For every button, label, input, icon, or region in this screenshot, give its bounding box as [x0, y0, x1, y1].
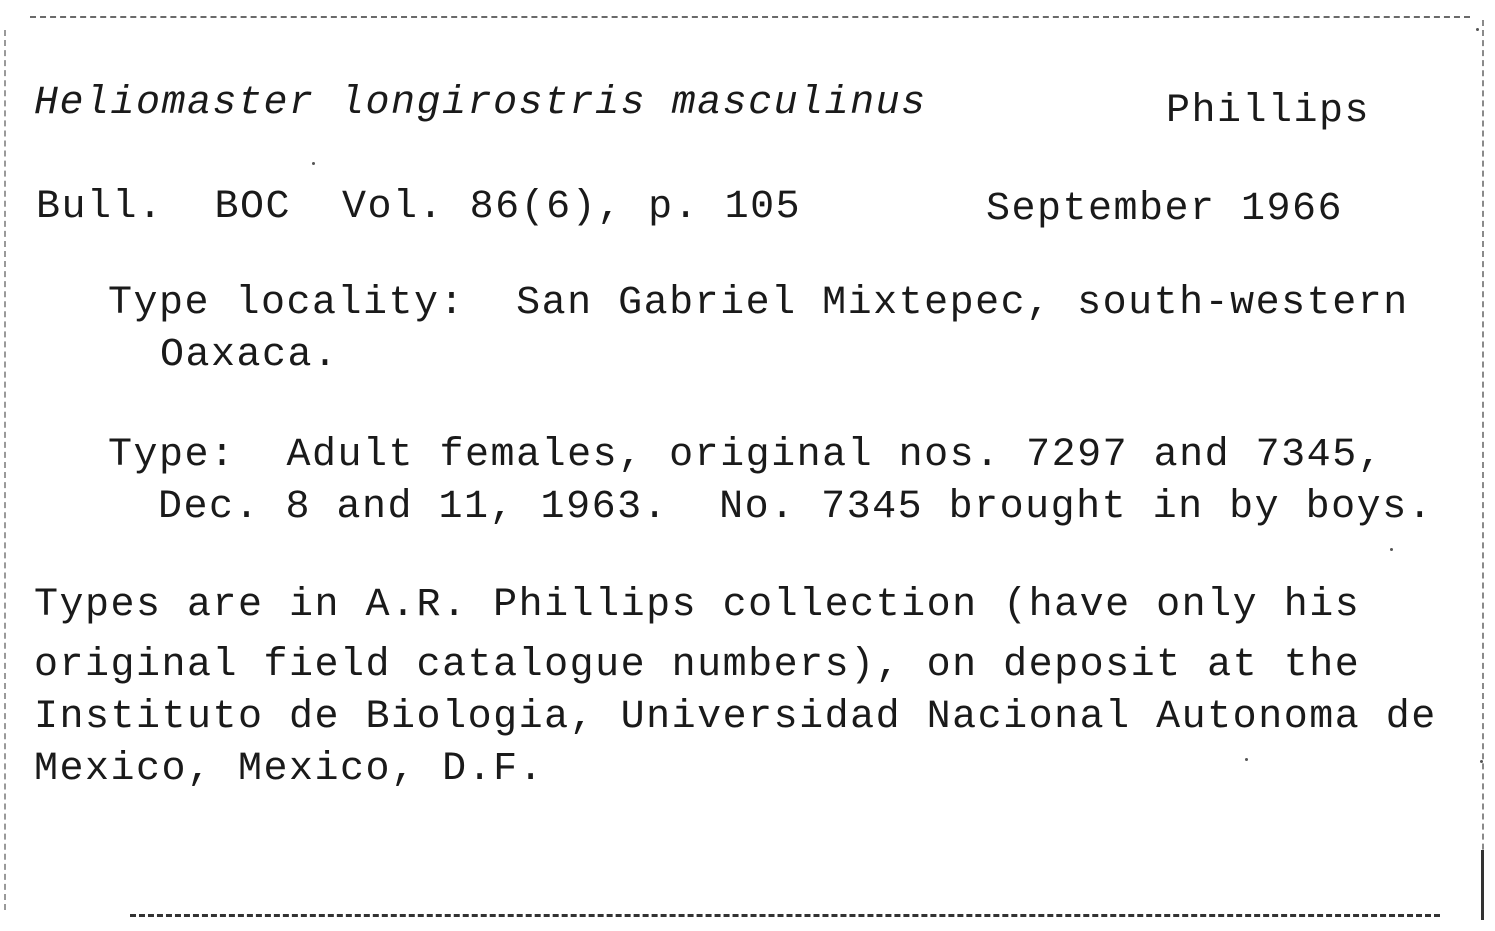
ink-speck	[1245, 758, 1248, 761]
ink-speck	[1480, 760, 1483, 763]
type-specimens-continued: Dec. 8 and 11, 1963. No. 7345 brought in by boys.	[158, 485, 1434, 530]
type-specimens: Type: Adult females, original nos. 7297 and 7345,	[108, 433, 1384, 478]
ink-speck	[1476, 28, 1479, 31]
type-locality-continued: Oaxaca.	[160, 333, 339, 378]
citation: Bull. BOC Vol. 86(6), p. 105	[36, 185, 802, 230]
card-top-border	[30, 16, 1470, 18]
notes-line: Mexico, Mexico, D.F.	[34, 747, 545, 792]
card-bottom-border	[130, 914, 1440, 917]
taxon-name: Heliomaster longirostris masculinus	[34, 81, 927, 126]
ink-speck	[312, 162, 315, 165]
author-name: Phillips	[1166, 89, 1371, 134]
card-right-border	[1482, 20, 1484, 920]
publication-date: September 1966	[986, 187, 1344, 232]
notes-line: Instituto de Biologia, Universidad Nacional Autonoma de	[34, 695, 1437, 740]
ink-speck	[1390, 548, 1393, 551]
notes-line: Types are in A.R. Phillips collection (have only his	[34, 583, 1361, 628]
card-right-border-mark	[1481, 850, 1484, 920]
notes-line: original field catalogue numbers), on deposit at the	[34, 643, 1361, 688]
type-locality: Type locality: San Gabriel Mixtepec, south-western	[108, 281, 1409, 326]
card-left-border	[4, 30, 6, 910]
